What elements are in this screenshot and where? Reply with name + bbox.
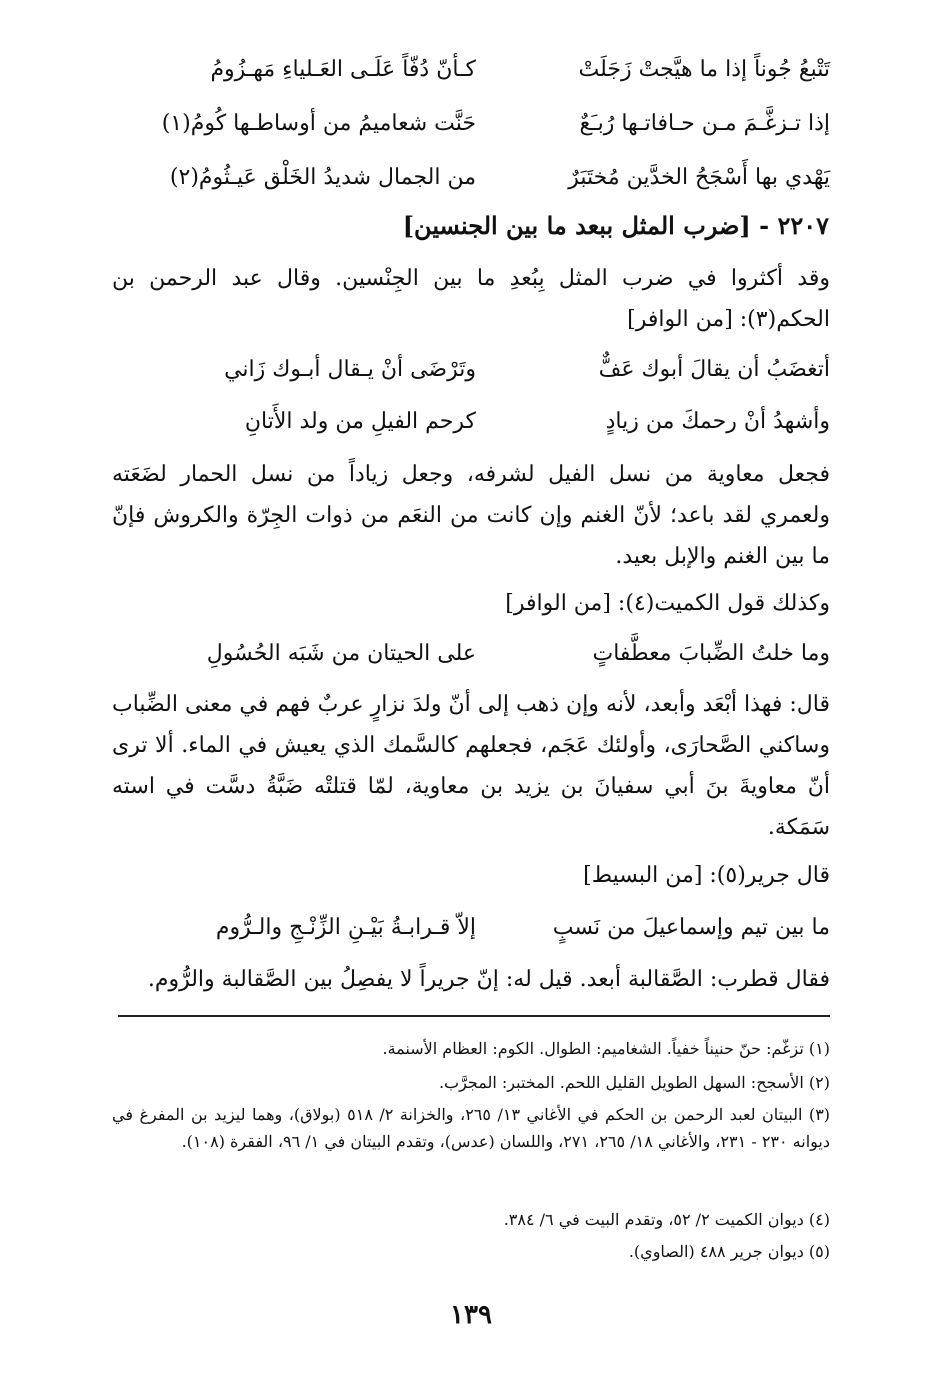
closing-line: فقال قطرب: الصَّقالبة أبعد. قيل له: إنّ جريراً لا يفصِلُ بين الصَّقالبة والرُّوم. [147, 967, 830, 992]
verse-first-hemistich: وأشهدُ أنْ رحمكَ من زيادٍ [605, 409, 830, 434]
verse-second-hemistich: على الحيتان من شَبَه الحُسُولِ [206, 641, 476, 666]
verse-first-hemistich: إذا تـزغَّـمَ مـن حـافاتـها رُبـَعٌ [579, 111, 830, 136]
verse-second-hemistich: كرحم الفيلِ من ولد الأَتانِ [244, 409, 476, 434]
footnote-divider [118, 1015, 830, 1017]
verse-line [0, 104, 942, 144]
verse-first-hemistich: أتغضَبُ أن يقالَ أبوك عَفٌّ [598, 357, 830, 382]
quote-intro: وكذلك قول الكميت(٤): [من الوافر] [505, 591, 830, 616]
verse-line [0, 908, 942, 948]
body-paragraph: قال: فهذا أبْعَد وأبعد، لأنه وإن ذهب إلى أنّ ولدَ نزارٍ عربٌ فهم في معنى الضِّباب وساكني الصَّحارَى، وأولئك عَجَم، فجعلهم كالسَّمك الذي يعيش في الماء. ألا ترى أنّ معاويةَ بنَ أبي سفيانَ بن يزيد بن معاوية، لمّا قتلتْه ضَبَّةُ دسَّت في استه سَمَكة. [112, 692, 830, 840]
verse-line [0, 158, 942, 198]
verse-line [0, 402, 942, 442]
verse-second-hemistich: حَنَّت شعاميمُ من أوساطـها كُومُ(١) [161, 111, 476, 136]
verse-line [0, 350, 942, 390]
footnote: (٤) ديوان الكميت ٢/ ٥٢، وتقدم البيت في ٦/ ٣٨٤. [503, 1210, 830, 1229]
body-paragraph: فجعل معاوية من نسل الفيل لشرفه، وجعل زياداً من نسل الحمار لضَعَته ولعمري لقد باعد؛ لأنّ الغنم وإن كانت من النعَم من ذوات الجِرّة والكروش فإنّ ما بين الغنم والإبل بعيد. [112, 462, 830, 569]
verse-line [0, 50, 942, 90]
verse-first-hemistich: ما بين تيم وإسماعيلَ من نَسبٍ [552, 915, 830, 940]
footnote: (٥) ديوان جرير ٤٨٨ (الصاوي). [628, 1242, 830, 1261]
verse-second-hemistich: وتَرْضَى أنْ يـقال أبـوك زَاني [224, 357, 476, 382]
verse-first-hemistich: وما خلتُ الضِّبابَ معطَّفاتٍ [592, 641, 830, 666]
footnote: (١) تزغّم: حنّ حنيناً خفياً. الشغاميم: الطوال. الكوم: العظام الأسنمة. [382, 1039, 830, 1058]
footnote: (٣) البيتان لعبد الرحمن بن الحكم في الأغاني ١٣/ ٢٦٥، والخزانة ٢/ ٥١٨ (بولاق)، وهما ليزيد بن المفرغ في ديوانه ٢٣٠ - ٢٣١، والأغاني ١٨/ ٢٦٥، ٢٧١، واللسان (عدس)، وتقدم البيتان في ١/ ٩٦، الفقرة (١٠٨). [112, 1105, 831, 1151]
page-number: ١٣٩ [450, 1300, 492, 1330]
section-heading: ٢٢٠٧ - [ضرب المثل ببعد ما بين الجنسين] [402, 211, 829, 240]
verse-second-hemistich: كـأنّ دُفّاً عَلَـى العَـلياءِ مَهـزُومُ [210, 57, 476, 82]
intro-paragraph: وقد أكثروا في ضرب المثل بِبُعدِ ما بين الجِنْسين. وقال عبد الرحمن بن الحكم(٣): [من الوافر] [112, 266, 830, 332]
verse-line [0, 634, 942, 674]
verse-first-hemistich: يَهْدي بها أَسْجَحُ الخدَّين مُختَبَرٌ [568, 165, 830, 190]
verse-second-hemistich: من الجمال شديدُ الخَلْق عَيـثُومُ(٢) [169, 165, 476, 190]
verse-first-hemistich: تَتْبعُ جُوناً إذا ما هيَّجتْ زَجَلَتْ [578, 57, 830, 82]
verse-second-hemistich: إلاّ قـرابـةُ بَيْـنِ الزِّنْـجِ والـرُّوم [215, 915, 476, 940]
quote-intro: قال جرير(٥): [من البسيط] [583, 863, 830, 888]
footnote: (٢) الأسجح: السهل الطويل القليل اللحم. المختبر: المجرَّب. [438, 1073, 830, 1092]
